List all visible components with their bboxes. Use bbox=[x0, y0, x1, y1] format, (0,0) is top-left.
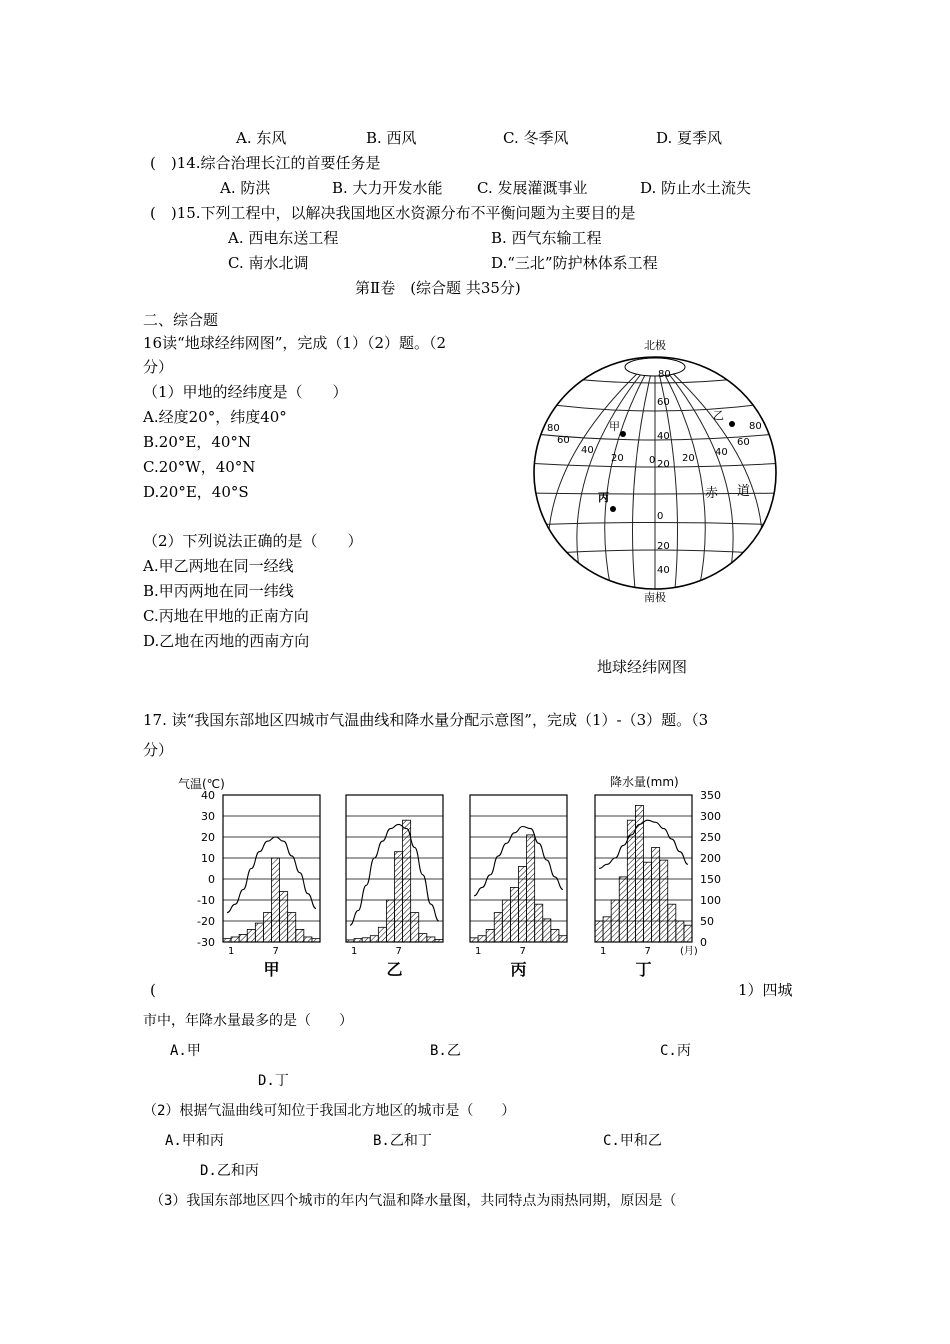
point-yi-marker bbox=[729, 421, 735, 427]
temp-tick-label: 30 bbox=[201, 810, 215, 823]
q17-sub3-stem: （3）我国东部地区四个城市的年内气温和降水量图，共同特点为雨热同期，原因是（ bbox=[150, 1193, 677, 1209]
globe-caption: 地球经纬网图 bbox=[597, 658, 688, 676]
precip-bar bbox=[255, 923, 263, 942]
month-tick-label: 7 bbox=[519, 946, 526, 957]
month-tick-label: 7 bbox=[272, 946, 279, 957]
precip-tick-label: 300 bbox=[700, 810, 721, 823]
south-pole-label: 南极 bbox=[644, 591, 666, 604]
precip-tick-label: 350 bbox=[700, 789, 721, 802]
q13-option-d: D. 夏季风 bbox=[656, 129, 723, 147]
lat-label-40: 40 bbox=[657, 431, 670, 442]
temp-axis-label: 气温(℃) bbox=[178, 777, 225, 791]
precip-bar bbox=[304, 937, 312, 942]
q14-option-a: A. 防洪 bbox=[220, 179, 271, 197]
precip-bar bbox=[595, 921, 603, 942]
precip-bar bbox=[395, 852, 403, 942]
q17-sub1-open-paren: ( bbox=[150, 981, 156, 999]
precip-bar bbox=[280, 892, 288, 942]
precip-bar bbox=[419, 934, 427, 942]
precip-bar bbox=[403, 820, 411, 942]
precip-bar bbox=[494, 913, 502, 942]
q17-stem-line2: 分） bbox=[143, 741, 174, 759]
lon-label-20w: 20 bbox=[611, 453, 624, 464]
lat-label-80: 80 bbox=[658, 369, 671, 380]
lat-label-20s: 20 bbox=[657, 541, 670, 552]
precip-bar bbox=[370, 936, 378, 942]
q15-stem: ( )15.下列工程中，以解决我国地区水资源分布不平衡问题为主要目的是 bbox=[150, 204, 636, 222]
precip-bar bbox=[288, 913, 296, 942]
city-name-label: 丙 bbox=[510, 960, 527, 979]
precip-tick-label: 250 bbox=[700, 831, 721, 844]
q17-sub2-option-a: A.甲和丙 bbox=[165, 1133, 224, 1149]
lat-label-40s: 40 bbox=[657, 565, 670, 576]
q16-sub2-option-c: C.丙地在甲地的正南方向 bbox=[143, 607, 309, 625]
precip-axis-label: 降水量(mm) bbox=[610, 775, 679, 789]
precip-bar bbox=[362, 938, 370, 942]
q17-sub2-option-c: C.甲和乙 bbox=[603, 1133, 662, 1149]
globe-graticule-figure bbox=[525, 333, 785, 608]
precip-bar bbox=[272, 858, 280, 942]
point-bing-label: 丙 bbox=[598, 491, 609, 504]
lon-label-80e: 80 bbox=[749, 421, 762, 432]
q16-sub2-option-d: D.乙地在丙地的西南方向 bbox=[143, 632, 310, 650]
precip-bar bbox=[478, 936, 486, 942]
q13-option-b: B. 西风 bbox=[366, 129, 417, 147]
q17-sub1-number: 1）四城 bbox=[738, 981, 793, 999]
q14-option-d: D. 防止水土流失 bbox=[640, 179, 752, 197]
month-tick-label: 1 bbox=[351, 946, 358, 957]
temp-tick-label: 10 bbox=[201, 852, 215, 865]
lon-label-40e: 40 bbox=[715, 447, 728, 458]
temp-tick-label: -20 bbox=[197, 915, 215, 928]
point-jia-label: 甲 bbox=[609, 420, 620, 433]
precip-bar bbox=[619, 877, 627, 942]
part2-title: 第Ⅱ卷 (综合题 共35分) bbox=[355, 279, 521, 297]
q16-sub1-option-b: B.20°E，40°N bbox=[143, 433, 252, 451]
precip-tick-label: 100 bbox=[700, 894, 721, 907]
precip-bar bbox=[486, 929, 494, 942]
equator-label-2: 道 bbox=[737, 484, 751, 499]
precip-bar bbox=[519, 866, 527, 942]
q13-option-a: A. 东风 bbox=[236, 129, 287, 147]
q16-sub2-option-b: B.甲丙两地在同一纬线 bbox=[143, 582, 294, 600]
q16-sub1-option-a: A.经度20°，纬度40° bbox=[143, 408, 287, 426]
lon-label-60e: 60 bbox=[737, 437, 750, 448]
precip-bar bbox=[543, 919, 551, 942]
precip-bar bbox=[652, 848, 660, 943]
point-yi-label: 乙 bbox=[713, 409, 724, 422]
lat-label-0: 0 bbox=[657, 511, 664, 522]
q13-option-c: C. 冬季风 bbox=[503, 129, 569, 147]
month-tick-label: 7 bbox=[644, 946, 651, 957]
q15-option-a: A. 西电东送工程 bbox=[228, 229, 339, 247]
q16-stem-line1: 16读“地球经纬网图”，完成（1）（2）题。（2 bbox=[143, 334, 447, 352]
month-tick-label: 7 bbox=[395, 946, 402, 957]
precip-bar bbox=[668, 904, 676, 942]
temp-tick-label: 0 bbox=[208, 873, 215, 886]
q16-stem-line2: 分） bbox=[143, 358, 174, 376]
q16-sub1-option-c: C.20°W，40°N bbox=[143, 458, 256, 476]
lon-label-60w: 60 bbox=[557, 435, 570, 446]
temp-tick-label: -30 bbox=[197, 936, 215, 949]
precip-bar bbox=[427, 937, 435, 942]
lon-label-20e: 20 bbox=[682, 453, 695, 464]
q17-stem-line1: 17. 读“我国东部地区四城市气温曲线和降水量分配示意图”，完成（1）-（3）题。（3 bbox=[143, 711, 709, 729]
precip-bar bbox=[527, 835, 535, 942]
q16-sub2-option-a: A.甲乙两地在同一经线 bbox=[143, 557, 294, 575]
equator-label-1: 赤 bbox=[705, 486, 719, 501]
precip-bar bbox=[603, 917, 611, 942]
q17-sub2-option-b: B.乙和丁 bbox=[373, 1133, 432, 1149]
precip-bar bbox=[247, 929, 255, 942]
section-title: 二、综合题 bbox=[143, 311, 219, 329]
q17-sub1-option-c: C.丙 bbox=[660, 1043, 691, 1059]
q14-option-c: C. 发展灌溉事业 bbox=[477, 179, 588, 197]
city-name-label: 丁 bbox=[635, 960, 652, 979]
city-name-label: 乙 bbox=[386, 960, 403, 979]
north-pole-label: 北极 bbox=[644, 339, 666, 352]
q15-option-d: D.“三北”防护林体系工程 bbox=[491, 254, 658, 272]
precip-bar bbox=[378, 927, 386, 942]
precip-bar bbox=[660, 860, 668, 942]
lon-label-0: 0 bbox=[649, 455, 656, 466]
precip-bar bbox=[644, 862, 652, 942]
precip-bar bbox=[239, 934, 247, 942]
q17-sub2-stem: （2）根据气温曲线可知位于我国北方地区的城市是（ ） bbox=[143, 1103, 516, 1119]
precip-bar bbox=[231, 937, 239, 942]
month-tick-label: 1 bbox=[228, 946, 235, 957]
city-name-label: 甲 bbox=[263, 960, 280, 979]
lon-label-80w: 80 bbox=[547, 423, 560, 434]
precip-bar bbox=[559, 936, 567, 942]
climate-chart bbox=[170, 768, 750, 983]
precip-bar bbox=[411, 913, 419, 942]
point-bing-marker bbox=[610, 506, 616, 512]
precip-bar bbox=[502, 900, 510, 942]
month-unit-label: (月) bbox=[680, 946, 698, 957]
month-tick-label: 1 bbox=[600, 946, 607, 957]
precip-bar bbox=[611, 900, 619, 942]
month-tick-label: 1 bbox=[475, 946, 482, 957]
precip-bar bbox=[535, 904, 543, 942]
q14-option-b: B. 大力开发水能 bbox=[332, 179, 443, 197]
temp-tick-label: -10 bbox=[197, 894, 215, 907]
precip-bar bbox=[676, 921, 684, 942]
temp-tick-label: 40 bbox=[201, 789, 215, 802]
lat-label-60: 60 bbox=[657, 397, 670, 408]
q17-sub1-option-d: D.丁 bbox=[258, 1073, 289, 1089]
lat-label-20: 20 bbox=[657, 459, 670, 470]
precip-bar bbox=[510, 887, 518, 942]
precip-tick-label: 0 bbox=[700, 936, 707, 949]
precip-bar bbox=[386, 900, 394, 942]
precip-tick-label: 150 bbox=[700, 873, 721, 886]
temp-tick-label: 20 bbox=[201, 831, 215, 844]
precip-bar bbox=[551, 929, 559, 942]
q15-option-b: B. 西气东输工程 bbox=[491, 229, 602, 247]
q15-option-c: C. 南水北调 bbox=[228, 254, 309, 272]
point-jia-marker bbox=[620, 431, 626, 437]
q16-sub2-stem: （2）下列说法正确的是（ ） bbox=[143, 532, 363, 550]
q17-sub2-option-d: D.乙和丙 bbox=[200, 1163, 259, 1179]
q17-sub1-option-b: B.乙 bbox=[430, 1043, 461, 1059]
lon-label-40w: 40 bbox=[581, 445, 594, 456]
precip-bar bbox=[684, 925, 692, 942]
q14-stem: ( )14.综合治理长江的首要任务是 bbox=[150, 154, 381, 172]
precip-tick-label: 200 bbox=[700, 852, 721, 865]
q16-sub1-stem: （1）甲地的经纬度是（ ） bbox=[143, 383, 348, 401]
precip-bar bbox=[263, 913, 271, 942]
q17-sub1-stem: 市中，年降水量最多的是（ ） bbox=[143, 1013, 353, 1029]
precip-tick-label: 50 bbox=[700, 915, 714, 928]
q16-sub1-option-d: D.20°E，40°S bbox=[143, 483, 249, 501]
precip-bar bbox=[470, 938, 478, 942]
precip-bar bbox=[296, 929, 304, 942]
q17-sub1-option-a: A.甲 bbox=[170, 1043, 201, 1059]
